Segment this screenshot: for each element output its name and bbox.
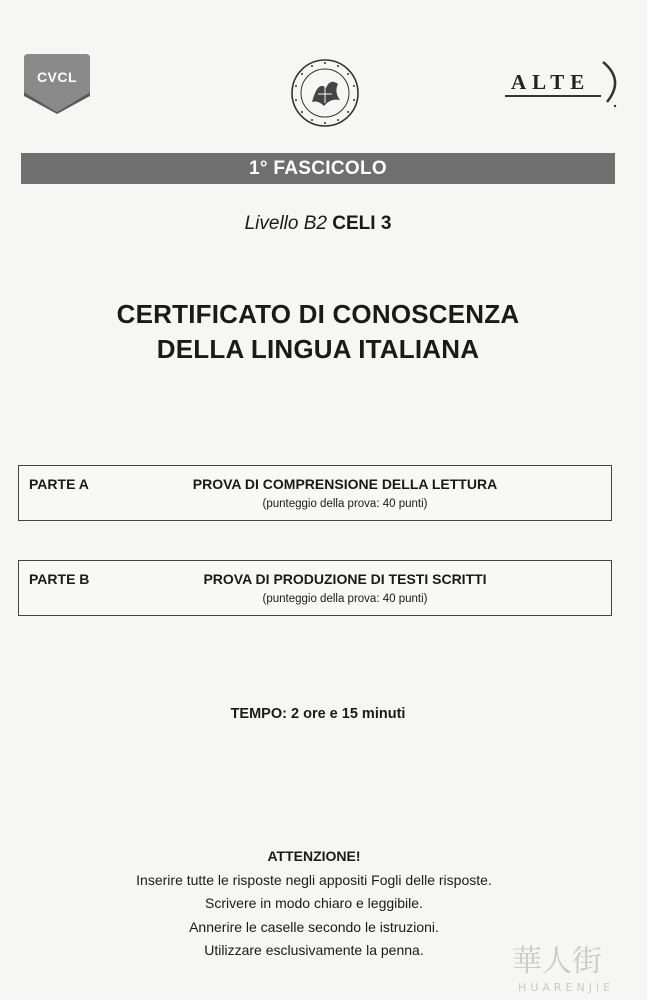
svg-text:HUARENJIE: HUARENJIE: [518, 981, 615, 994]
parte-a-score: (punteggio della prova: 40 punti): [262, 498, 428, 510]
parte-b-box: [18, 560, 612, 616]
attention-line-4: Utilizzare esclusivamente la penna.: [204, 942, 424, 958]
fascicolo-label: 1° FASCICOLO: [249, 157, 387, 179]
attention-line-2: Scrivere in modo chiaro e leggibile.: [205, 895, 423, 911]
cvcl-logo-text: CVCL: [36, 69, 78, 85]
exam-code: CELI 3: [332, 213, 392, 234]
certificate-title: [0, 297, 636, 367]
parte-b-title: PROVA DI PRODUZIONE DI TESTI SCRITTI: [203, 571, 487, 587]
level-label: Livello B2: [244, 213, 327, 234]
cvcl-logo: [22, 52, 92, 114]
attention-line-3: Annerire le caselle secondo le istruzioni.: [189, 918, 439, 935]
university-seal: [290, 58, 360, 128]
parte-a-title: PROVA DI COMPRENSIONE DELLA LETTURA: [192, 476, 498, 492]
alte-logo: [503, 56, 623, 114]
parte-b-label: PARTE B: [29, 571, 90, 587]
exam-duration: TEMPO: 2 ore e 15 minuti: [230, 706, 406, 722]
certificate-title-line-1: CERTIFICATO DI CONOSCENZA: [116, 299, 520, 329]
parte-a-box: [18, 465, 612, 521]
level-line: [0, 213, 636, 235]
svg-text:華人街: 華人街: [512, 944, 602, 979]
attention-title: ATTENZIONE!: [267, 848, 361, 864]
svg-text:ALTE: ALTE: [511, 70, 591, 94]
certificate-title-line-2: DELLA LINGUA ITALIANA: [156, 334, 480, 364]
parte-b-score: (punteggio della prova: 40 punti): [262, 593, 428, 605]
fascicolo-banner: [21, 153, 615, 184]
parte-a-label: PARTE A: [29, 476, 89, 492]
watermark-logo: [508, 935, 640, 997]
attention-line-1: Inserire tutte le risposte negli appositi Fogli delle risposte.: [136, 871, 492, 888]
